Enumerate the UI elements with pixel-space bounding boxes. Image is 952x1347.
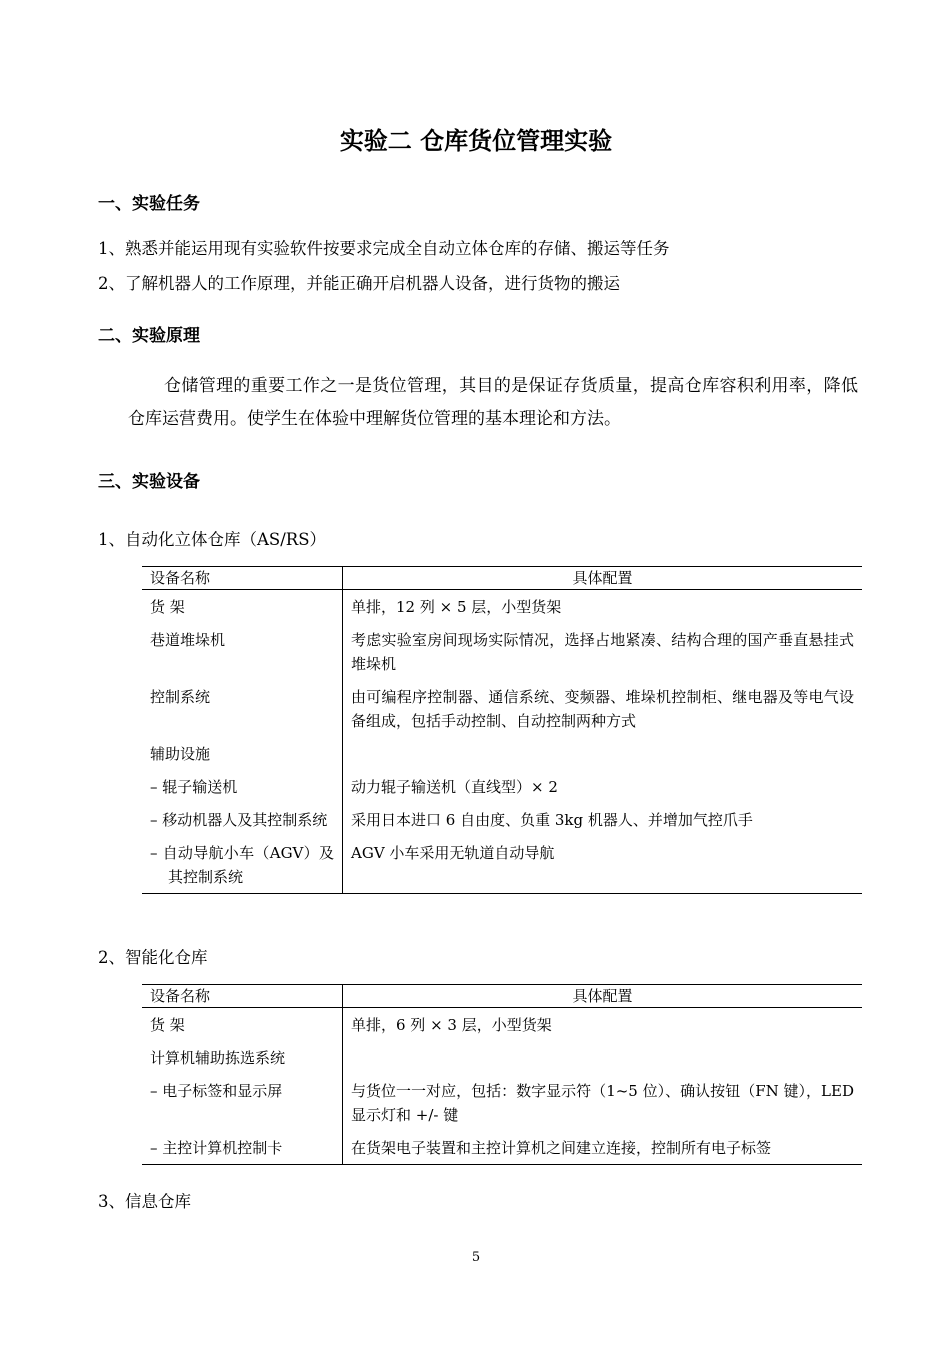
equipment-name: 计算机辅助拣选系统 [142, 1041, 343, 1074]
equipment-config [343, 737, 863, 770]
principle-paragraph: 仓储管理的重要工作之一是货位管理，其目的是保证存货质量，提高仓库容积利用率，降低仓库运营费用。使学生在体验中理解货位管理的基本理论和方法。 [128, 376, 858, 429]
equipment-name [142, 1131, 343, 1165]
table-row [142, 623, 862, 680]
table-row [142, 680, 862, 737]
table-row [142, 1074, 862, 1131]
equipment-config: 单排，12 列 × 5 层，小型货架 [351, 598, 562, 616]
equipment-name-text: – 移动机器人及其控制系统 [150, 811, 328, 829]
equipment-name [142, 770, 343, 803]
equipment-config: 考虑实验室房间现场实际情况，选择占地紧凑、结构合理的国产垂直悬挂式堆垛机 [351, 631, 854, 673]
equipment-name [142, 1074, 343, 1131]
table-header-row [142, 567, 862, 590]
equipment-name-text: – 电子标签和显示屏 [150, 1082, 283, 1100]
column-header-name: 设备名称 [142, 567, 343, 590]
equipment-name [142, 803, 343, 836]
smart-warehouse-table [142, 984, 862, 1165]
equipment-config: 在货架电子装置和主控计算机之间建立连接，控制所有电子标签 [343, 1131, 863, 1165]
column-header-config: 具体配置 [343, 567, 863, 590]
table-row [142, 1131, 862, 1165]
equipment-config: 采用日本进口 6 自由度、负重 3kg 机器人、并增加气控爪手 [351, 811, 753, 829]
section-heading-tasks: 一、实验任务 [98, 194, 200, 214]
column-header-name: 设备名称 [142, 985, 343, 1008]
asrs-equipment-table [142, 566, 862, 894]
table-row [142, 737, 862, 770]
equipment-name: 巷道堆垛机 [142, 623, 343, 680]
section-heading-equipment: 三、实验设备 [98, 472, 200, 492]
section-heading-principle: 二、实验原理 [98, 326, 200, 346]
equipment-config: AGV 小车采用无轨道自动导航 [343, 836, 863, 894]
page-title: 实验二 仓库货位管理实验 [339, 127, 613, 155]
equipment-config: 由可编程序控制器、通信系统、变频器、堆垛机控制柜、继电器及等电气设备组成，包括手动控制、自动控制两种方式 [351, 688, 854, 730]
column-header-config: 具体配置 [343, 985, 863, 1008]
task-item-1: 1、熟悉并能运用现有实验软件按要求完成全自动立体仓库的存储、搬运等任务 [98, 239, 670, 258]
table-row [142, 836, 862, 894]
page-number: 5 [471, 1250, 481, 1265]
equipment-name-text: – 自动导航小车（AGV）及其控制系统 [150, 844, 334, 886]
equipment-config: 与货位一一对应，包括：数字显示符（1~5 位）、确认按钮（FN 键），LED 显示灯和 +/- 键 [351, 1082, 854, 1124]
table-row [142, 1041, 862, 1074]
equipment-config: 动力辊子输送机（直线型）× 2 [351, 778, 558, 796]
table-row [142, 1008, 862, 1042]
subsection-heading-asrs: 1、自动化立体仓库（AS/RS） [98, 530, 327, 549]
equipment-name: 辅助设施 [142, 737, 343, 770]
equipment-config [343, 1041, 863, 1074]
equipment-name: 货 架 [142, 590, 343, 624]
equipment-name [142, 836, 343, 894]
task-item-2: 2、了解机器人的工作原理，并能正确开启机器人设备，进行货物的搬运 [98, 274, 620, 293]
subsection-heading-smart-warehouse: 2、智能化仓库 [98, 948, 208, 967]
subsection-heading-info-warehouse: 3、信息仓库 [98, 1192, 191, 1211]
equipment-name: 货 架 [142, 1008, 343, 1042]
equipment-config: 单排，6 列 × 3 层，小型货架 [351, 1016, 552, 1034]
table-row [142, 803, 862, 836]
equipment-name-text: – 主控计算机控制卡 [150, 1139, 283, 1157]
table-row [142, 590, 862, 624]
equipment-name-text: – 辊子输送机 [150, 778, 238, 796]
table-row [142, 770, 862, 803]
table-header-row [142, 985, 862, 1008]
equipment-name: 控制系统 [142, 680, 343, 737]
